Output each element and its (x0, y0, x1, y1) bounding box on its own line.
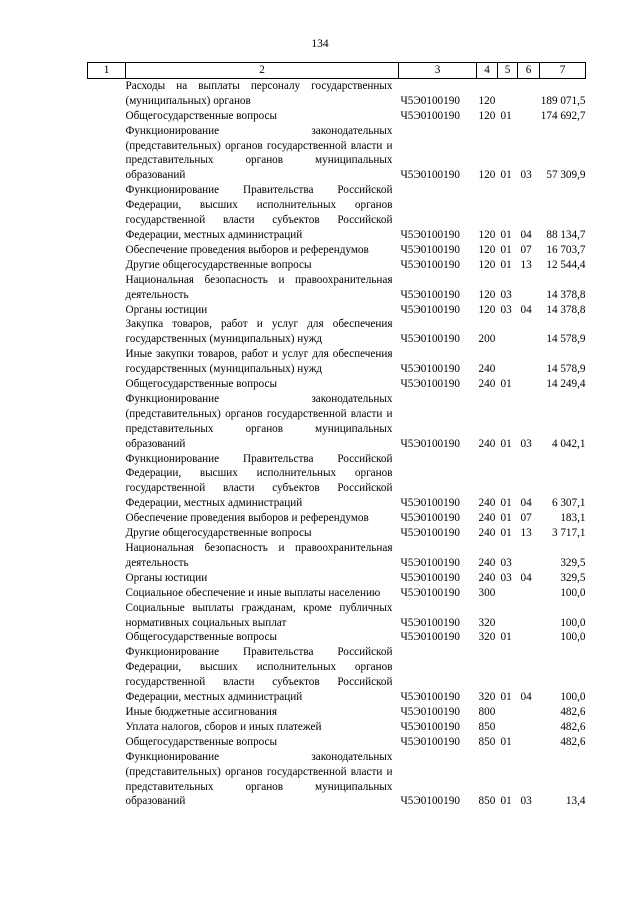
row-name: Иные закупки товаров, работ и услуг для обеспечения государственных (муниципальных) нужд (125, 348, 393, 376)
row-section: 01 (500, 228, 512, 241)
row-amount: 4 042,1 (551, 437, 586, 450)
row-section (498, 705, 518, 720)
row-expense-type: 240 (478, 363, 496, 376)
row-subsection (518, 541, 540, 571)
table-row (88, 243, 586, 258)
row-index-cell (88, 273, 126, 303)
row-name: Другие общегосударственные вопросы (125, 527, 312, 540)
row-expense-type: 200 (478, 333, 496, 346)
row-amount: 189 071,5 (540, 94, 586, 107)
row-subsection (518, 377, 540, 392)
table-row (88, 392, 586, 452)
row-index-cell (88, 511, 126, 526)
row-subsection: 04 (520, 228, 532, 241)
table-row (88, 601, 586, 631)
row-name: Обеспечение проведения выборов и референдумов (125, 243, 369, 256)
row-index-cell (88, 317, 126, 347)
row-code: Ч5Э0100190 (400, 497, 460, 510)
row-amount: 482,6 (560, 720, 586, 733)
row-index-cell (88, 392, 126, 452)
row-code: Ч5Э0100190 (400, 705, 460, 718)
row-code: Ч5Э0100190 (400, 333, 460, 346)
row-index-cell (88, 347, 126, 377)
row-name: Органы юстиции (125, 571, 208, 584)
row-amount: 174 692,7 (540, 109, 586, 122)
row-section: 01 (500, 691, 512, 704)
row-code: Ч5Э0100190 (400, 631, 460, 644)
row-index-cell (88, 109, 126, 124)
column-header-7: 7 (540, 63, 586, 79)
row-subsection: 04 (520, 691, 532, 704)
row-section: 03 (500, 303, 512, 316)
row-expense-type: 120 (478, 169, 496, 182)
row-amount: 57 309,9 (546, 169, 586, 182)
row-name: Социальные выплаты гражданам, кроме публичных нормативных социальных выплат (125, 601, 393, 629)
table-row (88, 452, 586, 512)
row-expense-type: 320 (478, 616, 496, 629)
row-code: Ч5Э0100190 (400, 527, 460, 540)
column-header-4: 4 (477, 63, 498, 79)
row-name: Национальная безопасность и правоохранительная деятельность (125, 273, 393, 301)
row-amount: 100,0 (560, 616, 586, 629)
row-section: 01 (500, 527, 512, 540)
row-subsection: 03 (520, 795, 532, 808)
budget-table (87, 62, 586, 809)
row-subsection: 13 (520, 527, 532, 540)
row-index-cell (88, 258, 126, 273)
row-name: Функционирование Правительства Российской Федерации, высших исполнительных органов государственной власти субъектов Российской Федерации, местных администраций (125, 452, 393, 510)
column-header-5: 5 (498, 63, 518, 79)
row-subsection: 07 (520, 243, 532, 256)
row-subsection (518, 317, 540, 347)
row-name: Общегосударственные вопросы (125, 109, 278, 122)
row-expense-type: 120 (478, 243, 496, 256)
header-row (88, 63, 586, 79)
row-index-cell (88, 571, 126, 586)
row-name: Органы юстиции (125, 303, 208, 316)
row-code: Ч5Э0100190 (400, 169, 460, 182)
row-subsection: 04 (520, 303, 532, 316)
page-number: 134 (311, 38, 329, 50)
row-expense-type: 120 (478, 228, 496, 241)
row-name: Общегосударственные вопросы (125, 735, 278, 748)
row-name: Обеспечение проведения выборов и референдумов (125, 512, 369, 525)
table-row (88, 124, 586, 184)
row-code: Ч5Э0100190 (400, 720, 460, 733)
row-section: 01 (500, 795, 512, 808)
row-expense-type: 850 (478, 795, 496, 808)
row-amount: 482,6 (560, 705, 586, 718)
row-expense-type: 120 (478, 303, 496, 316)
table-row (88, 303, 586, 318)
row-name: Функционирование Правительства Российской Федерации, высших исполнительных органов государственной власти субъектов Российской Федерации, местных администраций (125, 646, 393, 704)
table-row (88, 258, 586, 273)
row-code: Ч5Э0100190 (400, 795, 460, 808)
row-name: Функционирование законодательных (представительных) органов государственной власти и представительных органов муниципальных образований (125, 750, 393, 808)
row-code: Ч5Э0100190 (400, 258, 460, 271)
row-code: Ч5Э0100190 (400, 616, 460, 629)
row-amount: 482,6 (560, 735, 586, 748)
row-index-cell (88, 720, 126, 735)
table-row (88, 183, 586, 243)
row-section (498, 586, 518, 601)
row-expense-type: 850 (478, 735, 496, 748)
row-section (498, 317, 518, 347)
column-header-1: 1 (88, 63, 126, 79)
row-section (498, 78, 518, 108)
row-section (498, 720, 518, 735)
row-amount: 100,0 (560, 586, 586, 599)
row-index-cell (88, 541, 126, 571)
table-body (88, 78, 586, 809)
row-expense-type: 320 (478, 631, 496, 644)
row-subsection: 04 (520, 571, 532, 584)
row-subsection: 13 (520, 258, 532, 271)
table-row (88, 586, 586, 601)
column-header-3: 3 (399, 63, 477, 79)
row-code: Ч5Э0100190 (400, 735, 460, 748)
row-section: 01 (500, 631, 512, 644)
row-amount: 14 578,9 (546, 333, 586, 346)
row-section (498, 601, 518, 631)
row-subsection (518, 630, 540, 645)
row-name: Другие общегосударственные вопросы (125, 258, 312, 271)
row-section: 01 (500, 169, 512, 182)
row-expense-type: 120 (478, 288, 496, 301)
row-expense-type: 800 (478, 705, 496, 718)
row-subsection: 07 (520, 512, 532, 525)
row-subsection (518, 720, 540, 735)
row-expense-type: 240 (478, 556, 496, 569)
row-subsection (518, 109, 540, 124)
row-subsection (518, 586, 540, 601)
row-index-cell (88, 735, 126, 750)
row-section: 01 (500, 735, 512, 748)
row-name: Функционирование законодательных (представительных) органов государственной власти и представительных органов муниципальных образований (125, 392, 393, 450)
row-index-cell (88, 630, 126, 645)
row-index-cell (88, 243, 126, 258)
row-code: Ч5Э0100190 (400, 288, 460, 301)
row-name: Национальная безопасность и правоохранительная деятельность (125, 542, 393, 569)
row-index-cell (88, 601, 126, 631)
row-section: 01 (500, 258, 512, 271)
row-code: Ч5Э0100190 (400, 586, 460, 599)
row-code: Ч5Э0100190 (400, 556, 460, 569)
row-section: 01 (500, 378, 512, 391)
row-amount: 100,0 (560, 691, 586, 704)
row-section: 03 (500, 571, 512, 584)
table-row (88, 511, 586, 526)
row-code: Ч5Э0100190 (400, 363, 460, 376)
row-subsection: 03 (520, 169, 532, 182)
row-index-cell (88, 183, 126, 243)
row-amount: 100,0 (560, 631, 586, 644)
row-expense-type: 240 (478, 378, 496, 391)
table-row (88, 347, 586, 377)
row-subsection (518, 601, 540, 631)
row-name: Расходы на выплаты персоналу государственных (муниципальных) органов (125, 79, 393, 107)
row-expense-type: 240 (478, 512, 496, 525)
row-name: Социальное обеспечение и иные выплаты населению (125, 586, 381, 599)
row-code: Ч5Э0100190 (400, 691, 460, 704)
row-expense-type: 120 (478, 109, 496, 122)
table-row (88, 273, 586, 303)
row-code: Ч5Э0100190 (400, 109, 460, 122)
row-index-cell (88, 377, 126, 392)
row-section: 03 (500, 288, 512, 301)
row-amount: 13,4 (565, 795, 586, 808)
row-amount: 329,5 (560, 571, 586, 584)
table-row (88, 645, 586, 705)
row-subsection: 03 (520, 437, 532, 450)
row-index-cell (88, 705, 126, 720)
column-header-6: 6 (518, 63, 540, 79)
row-amount: 14 578,9 (546, 363, 586, 376)
row-amount: 14 249,4 (546, 378, 586, 391)
row-amount: 3 717,1 (551, 527, 586, 540)
row-subsection (518, 705, 540, 720)
table-row (88, 78, 586, 108)
row-index-cell (88, 645, 126, 705)
row-section: 01 (500, 437, 512, 450)
row-code: Ч5Э0100190 (400, 94, 460, 107)
row-subsection (518, 347, 540, 377)
row-expense-type: 240 (478, 437, 496, 450)
row-subsection (518, 273, 540, 303)
column-header-2: 2 (126, 63, 399, 79)
row-code: Ч5Э0100190 (400, 303, 460, 316)
table-row (88, 705, 586, 720)
row-index-cell (88, 452, 126, 512)
row-section: 01 (500, 243, 512, 256)
row-index-cell (88, 526, 126, 541)
row-expense-type: 240 (478, 497, 496, 510)
row-name: Общегосударственные вопросы (125, 378, 278, 391)
row-amount: 6 307,1 (551, 497, 586, 510)
row-subsection (518, 735, 540, 750)
table-row (88, 571, 586, 586)
row-amount: 12 544,4 (546, 258, 586, 271)
row-code: Ч5Э0100190 (400, 512, 460, 525)
row-expense-type: 850 (478, 720, 496, 733)
row-section: 01 (500, 497, 512, 510)
row-expense-type: 120 (478, 94, 496, 107)
table-row (88, 720, 586, 735)
table-row (88, 526, 586, 541)
row-name: Функционирование Правительства Российской Федерации, высших исполнительных органов государственной власти субъектов Российской Федерации, местных администраций (125, 184, 393, 241)
row-name: Функционирование законодательных (представительных) органов государственной власти и представительных органов муниципальных образований (125, 124, 393, 182)
row-index-cell (88, 750, 126, 810)
row-code: Ч5Э0100190 (400, 571, 460, 584)
row-index-cell (88, 586, 126, 601)
row-expense-type: 120 (478, 258, 496, 271)
row-subsection: 04 (520, 497, 532, 510)
row-name: Закупка товаров, работ и услуг для обеспечения государственных (муниципальных) нужд (125, 318, 393, 346)
row-amount: 88 134,7 (546, 228, 586, 241)
row-section: 01 (500, 512, 512, 525)
row-expense-type: 240 (478, 527, 496, 540)
row-section: 03 (500, 556, 512, 569)
row-code: Ч5Э0100190 (400, 437, 460, 450)
row-amount: 16 703,7 (546, 243, 586, 256)
row-name: Общегосударственные вопросы (125, 631, 278, 644)
row-expense-type: 300 (478, 586, 496, 599)
row-section (498, 347, 518, 377)
row-section: 01 (500, 109, 512, 122)
row-expense-type: 320 (478, 691, 496, 704)
row-expense-type: 240 (478, 571, 496, 584)
row-name: Уплата налогов, сборов и иных платежей (125, 720, 322, 733)
row-amount: 183,1 (560, 512, 586, 525)
row-index-cell (88, 78, 126, 108)
row-amount: 14 378,8 (546, 303, 586, 316)
row-amount: 14 378,8 (546, 288, 586, 301)
table-row (88, 377, 586, 392)
row-code: Ч5Э0100190 (400, 378, 460, 391)
row-amount: 329,5 (560, 556, 586, 569)
table-row (88, 541, 586, 571)
table-row (88, 735, 586, 750)
row-subsection (518, 78, 540, 108)
row-index-cell (88, 303, 126, 318)
table-row (88, 109, 586, 124)
row-index-cell (88, 124, 126, 184)
table-row (88, 317, 586, 347)
row-code: Ч5Э0100190 (400, 243, 460, 256)
row-name: Иные бюджетные ассигнования (125, 705, 277, 718)
table-row (88, 630, 586, 645)
row-code: Ч5Э0100190 (400, 228, 460, 241)
table-row (88, 750, 586, 810)
table-header (88, 63, 586, 79)
